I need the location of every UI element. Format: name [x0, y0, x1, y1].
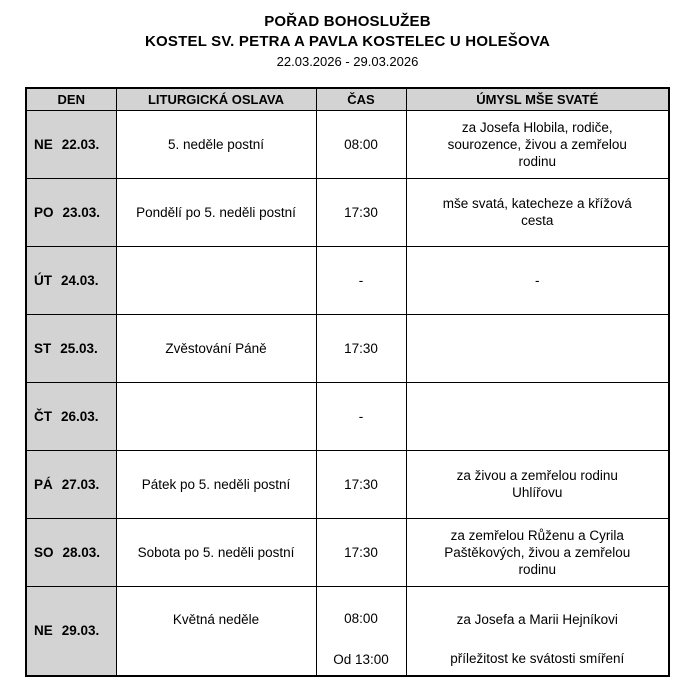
table-row [26, 450, 669, 518]
intention-cell: za zemřelou Růženu a Cyrila Paštěkových, živou a zemřelou rodinu [406, 518, 669, 586]
document-header [0, 0, 695, 72]
day-date: 28.03. [62, 544, 101, 560]
intention-morning: za Josefa a Marii Hejníkovi [456, 611, 618, 627]
date-range: 22.03.2026 - 29.03.2026 [276, 54, 419, 69]
time-morning: 08:00 [344, 610, 378, 626]
column-header-cas: ČAS [316, 88, 406, 110]
day-cell [26, 178, 116, 246]
celebration-cell: Pátek po 5. neděli postní [116, 450, 316, 518]
day-cell [26, 314, 116, 382]
day-abbr: ÚT [34, 272, 52, 288]
intention-cell: mše svatá, katecheze a křížová cesta [406, 178, 669, 246]
intention-cell [406, 314, 669, 382]
day-cell [26, 450, 116, 518]
time-cell: - [316, 382, 406, 450]
time-cell: 17:30 [316, 178, 406, 246]
celebration-cell [116, 246, 316, 314]
day-abbr: PO [34, 204, 54, 220]
time-cell: 08:00 [316, 110, 406, 178]
time-afternoon: Od 13:00 [333, 651, 389, 667]
table-row [26, 246, 669, 314]
day-date: 26.03. [61, 408, 99, 424]
celebration-cell: Zvěstování Páně [116, 314, 316, 382]
table-row [26, 110, 669, 178]
day-cell [26, 586, 116, 676]
day-abbr: NE [34, 136, 53, 152]
intention-cell: za Josefa Hlobila, rodiče, sourozence, živou a zemřelou rodinu [406, 110, 669, 178]
celebration-cell: Květná neděle [116, 586, 316, 676]
day-date: 25.03. [60, 340, 98, 356]
intention-cell [406, 382, 669, 450]
page-subtitle: KOSTEL SV. PETRA A PAVLA KOSTELEC U HOLEŠOVA [145, 33, 550, 50]
table-row [26, 178, 669, 246]
table-row [26, 586, 669, 676]
day-abbr: SO [34, 544, 54, 560]
table-row [26, 314, 669, 382]
day-cell [26, 110, 116, 178]
day-date: 23.03. [62, 204, 101, 220]
table-row [26, 518, 669, 586]
day-date: 27.03. [61, 476, 100, 492]
day-abbr: ST [34, 340, 52, 356]
day-abbr: ČT [34, 408, 52, 424]
column-header-umysl: ÚMYSL MŠE SVATÉ [406, 88, 669, 110]
day-abbr: PÁ [34, 476, 53, 492]
day-date: 29.03. [61, 623, 100, 638]
intention-cell [406, 586, 669, 676]
time-cell: - [316, 246, 406, 314]
intention-cell: - [406, 246, 669, 314]
time-cell: 17:30 [316, 518, 406, 586]
intention-cell: za živou a zemřelou rodinu Uhlířovu [406, 450, 669, 518]
day-cell [26, 382, 116, 450]
time-cell: 17:30 [316, 450, 406, 518]
intention-afternoon: příležitost ke svátosti smíření [450, 650, 625, 666]
time-cell [316, 586, 406, 676]
page-title: POŘAD BOHOSLUŽEB [264, 13, 431, 30]
table-row [26, 382, 669, 450]
table-header-row [26, 88, 669, 110]
day-date: 24.03. [61, 272, 99, 288]
schedule-table [25, 87, 670, 677]
time-cell: 17:30 [316, 314, 406, 382]
celebration-cell: Pondělí po 5. neděli postní [116, 178, 316, 246]
celebration-cell: Sobota po 5. neděli postní [116, 518, 316, 586]
column-header-liturgicka-oslava: LITURGICKÁ OSLAVA [116, 88, 316, 110]
celebration-cell: 5. neděle postní [116, 110, 316, 178]
day-cell [26, 518, 116, 586]
day-date: 22.03. [61, 136, 100, 152]
celebration-cell [116, 382, 316, 450]
day-cell [26, 246, 116, 314]
day-abbr: NE [34, 623, 53, 638]
column-header-den: DEN [26, 88, 116, 110]
